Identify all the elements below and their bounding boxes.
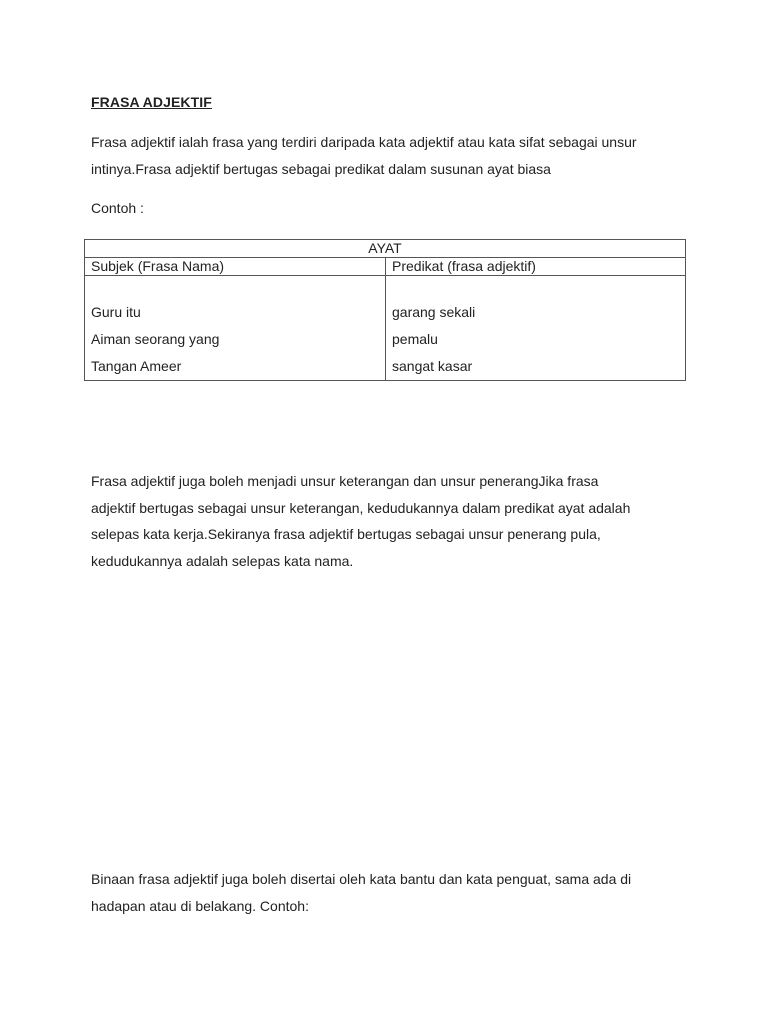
column-header-subject: Subjek (Frasa Nama)	[85, 258, 386, 276]
intro-paragraph	[91, 129, 696, 182]
table-cell: pemalu	[392, 331, 438, 347]
paragraph-line: intinya.Frasa adjektif bertugas sebagai predikat dalam susunan ayat biasa	[91, 160, 551, 177]
third-paragraph	[91, 866, 696, 919]
paragraph-line: adjektif bertugas sebagai unsur keterangan, kedudukannya dalam predikat ayat adalah	[91, 499, 631, 516]
table-cell: Tangan Ameer	[91, 358, 182, 374]
table-header: AYAT	[85, 240, 686, 258]
paragraph-line: Frasa adjektif juga boleh menjadi unsur keterangan dan unsur penerangJika frasa	[91, 473, 599, 489]
second-paragraph	[91, 468, 696, 574]
document-title: FRASA ADJEKTIF	[91, 94, 212, 110]
paragraph-line: Frasa adjektif ialah frasa yang terdiri daripada kata adjektif atau kata sifat sebagai unsur	[91, 134, 637, 150]
paragraph-line: Binaan frasa adjektif juga boleh disertai oleh kata bantu dan kata penguat, sama ada di	[91, 871, 632, 887]
contoh-label: Contoh :	[91, 200, 144, 216]
subject-cell	[85, 276, 386, 381]
paragraph-line: hadapan atau di belakang. Contoh:	[91, 897, 309, 914]
paragraph-line: kedudukannya adalah selepas kata nama.	[91, 552, 354, 569]
predicate-cell	[386, 276, 686, 381]
example-table	[84, 239, 686, 381]
table-cell: sangat kasar	[392, 358, 473, 374]
column-header-predicate: Predikat (frasa adjektif)	[386, 258, 686, 276]
table-cell: Guru itu	[91, 304, 141, 320]
paragraph-line: selepas kata kerja.Sekiranya frasa adjektif bertugas sebagai unsur penerang pula,	[91, 526, 601, 542]
table-cell: Aiman seorang yang	[91, 331, 220, 347]
table-cell: garang sekali	[392, 304, 476, 320]
